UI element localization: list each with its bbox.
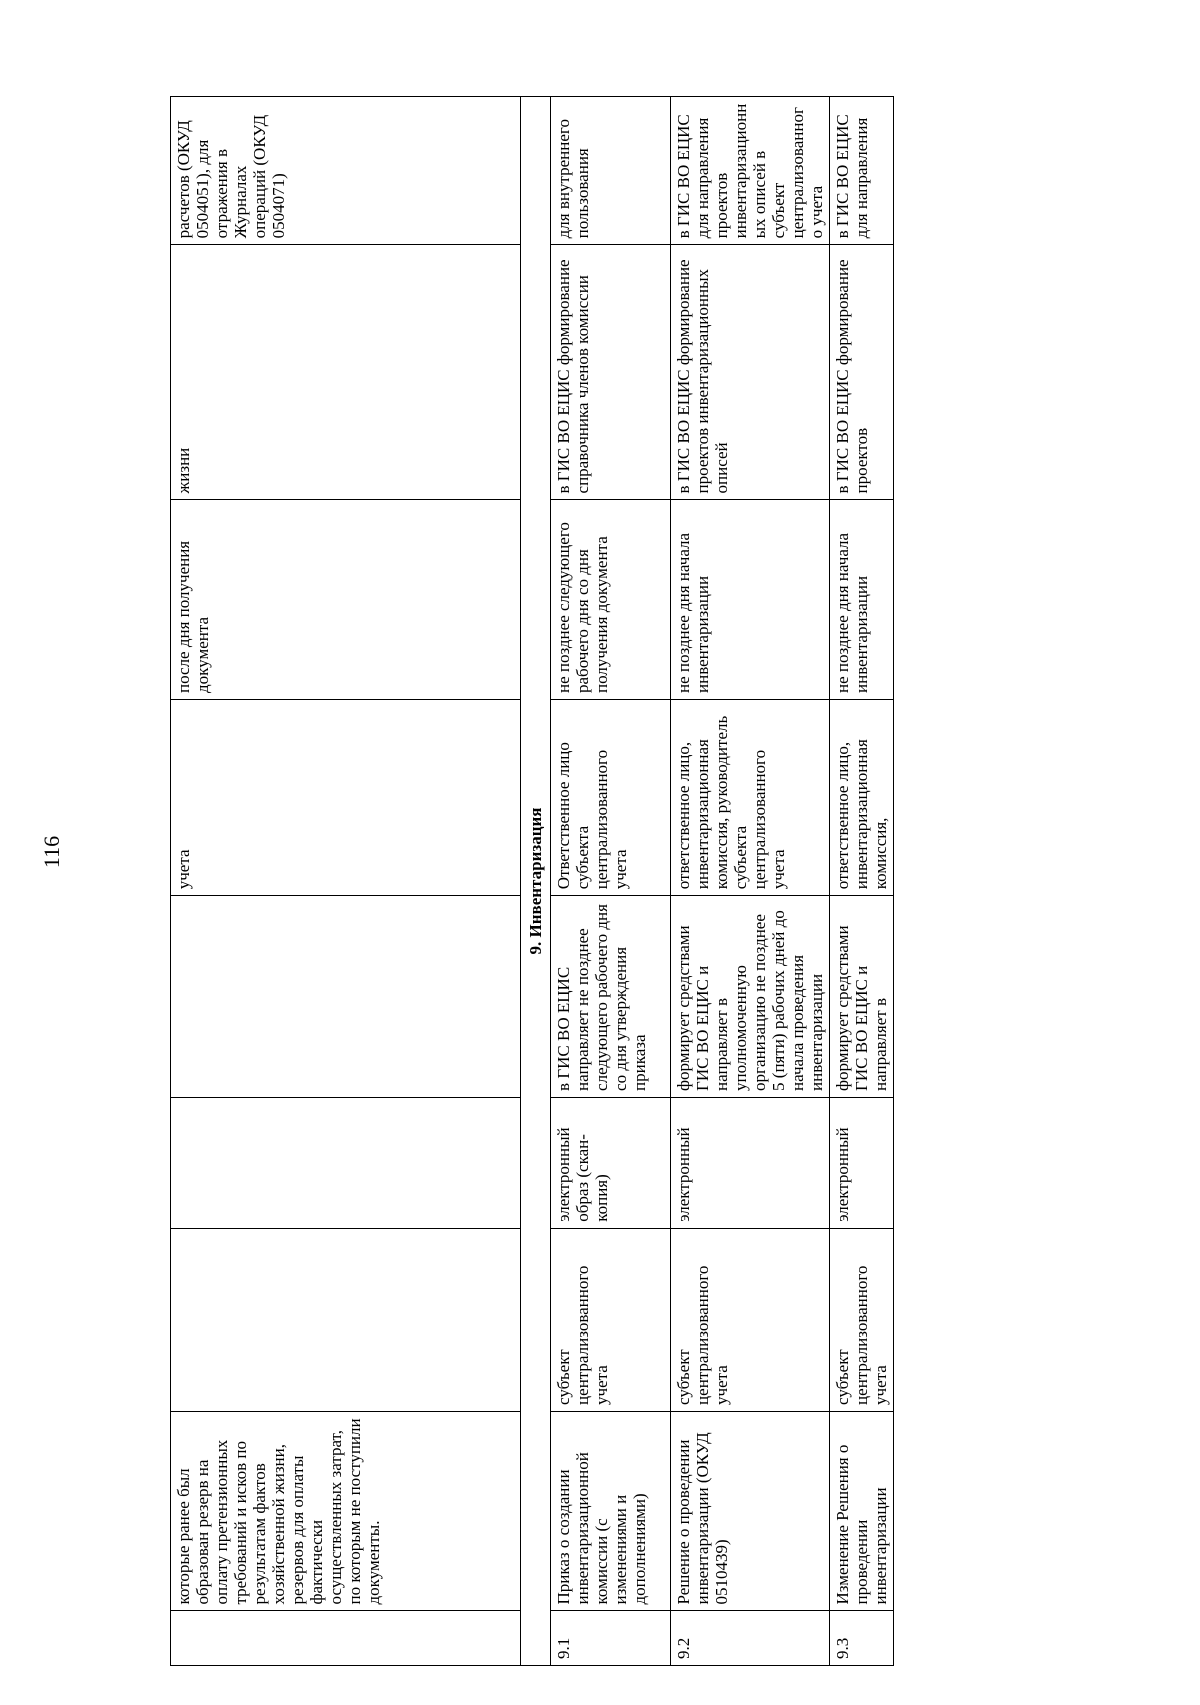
rotated-table-wrapper (170, 96, 890, 1666)
cell-num: 9.1 (551, 1611, 671, 1666)
section-title: 9. Инвентаризация (521, 97, 551, 1666)
cell-deadline: не позднее дня начала инвентаризации (671, 500, 830, 700)
cell-purpose: в ГИС ВО ЕЦИС для направления проектов инвентаризационных описей в субъект централизованного учета (671, 97, 830, 245)
cell-fact: в ГИС ВО ЕЦИС формирование справочника членов комиссии (551, 245, 671, 500)
cell-form: электронный (830, 1097, 894, 1228)
section-header-row (521, 97, 551, 1666)
table-row (830, 97, 894, 1666)
cell-purpose: для внутреннего пользования (551, 97, 671, 245)
cell-responsible: Ответственное лицо субъекта централизованного учета (551, 700, 671, 896)
table-row (671, 97, 830, 1666)
cell-num (171, 1611, 521, 1666)
document-table (170, 96, 894, 1666)
cell-form: электронный (671, 1097, 830, 1228)
cell-purpose: в ГИС ВО ЕЦИС для направления (830, 97, 894, 245)
cell-fact: жизни (171, 245, 521, 500)
cell-responsible: ответственное лицо, инвентаризационная комиссия, (830, 700, 894, 896)
table-row-continuation (171, 97, 521, 1666)
cell-action: формирует средствами ГИС ВО ЕЦИС и направляет в (830, 896, 894, 1098)
cell-subject: субъект централизованного учета (551, 1228, 671, 1411)
cell-fact: в ГИС ВО ЕЦИС формирование проектов инвентаризационных описей (671, 245, 830, 500)
page-number: 116 (39, 835, 64, 869)
cell-fact: в ГИС ВО ЕЦИС формирование проектов (830, 245, 894, 500)
cell-subject: субъект централизованного учета (830, 1228, 894, 1411)
cell-name: которые ранее был образован резерв на оплату претензионных требований и исков по результатам фактов хозяйственной жизни, резервов для оплаты фактически осуществленных затрат, по которым не поступили документы. (171, 1411, 521, 1611)
cell-name: Изменение Решения о проведении инвентаризации (830, 1411, 894, 1611)
cell-form (171, 1097, 521, 1228)
cell-deadline: после дня получения документа (171, 500, 521, 700)
cell-num: 9.2 (671, 1611, 830, 1666)
cell-action (171, 896, 521, 1098)
cell-action: в ГИС ВО ЕЦИС направляет не позднее следующего рабочего дня со дня утверждения приказа (551, 896, 671, 1098)
cell-form: электронный образ (скан-копия) (551, 1097, 671, 1228)
cell-deadline: не позднее дня начала инвентаризации (830, 500, 894, 700)
cell-num: 9.3 (830, 1611, 894, 1666)
cell-subject: субъект централизованного учета (671, 1228, 830, 1411)
cell-action: формирует средствами ГИС ВО ЕЦИС и направляет в уполномоченную организацию не позднее 5 (пяти) рабочих дней до начала проведения инвентаризации (671, 896, 830, 1098)
cell-purpose: расчетов (ОКУД 0504051), для отражения в Журналах операций (ОКУД 0504071) (171, 97, 521, 245)
cell-subject (171, 1228, 521, 1411)
cell-deadline: не позднее следующего рабочего дня со дня получения документа (551, 500, 671, 700)
cell-name: Решение о проведении инвентаризации (ОКУД 0510439) (671, 1411, 830, 1611)
table-row (551, 97, 671, 1666)
cell-responsible: учета (171, 700, 521, 896)
cell-responsible: ответственное лицо, инвентаризационная комиссия, руководитель субъекта централизованного учета (671, 700, 830, 896)
cell-name: Приказ о создании инвентаризационной комиссии (с изменениями и дополнениями) (551, 1411, 671, 1611)
